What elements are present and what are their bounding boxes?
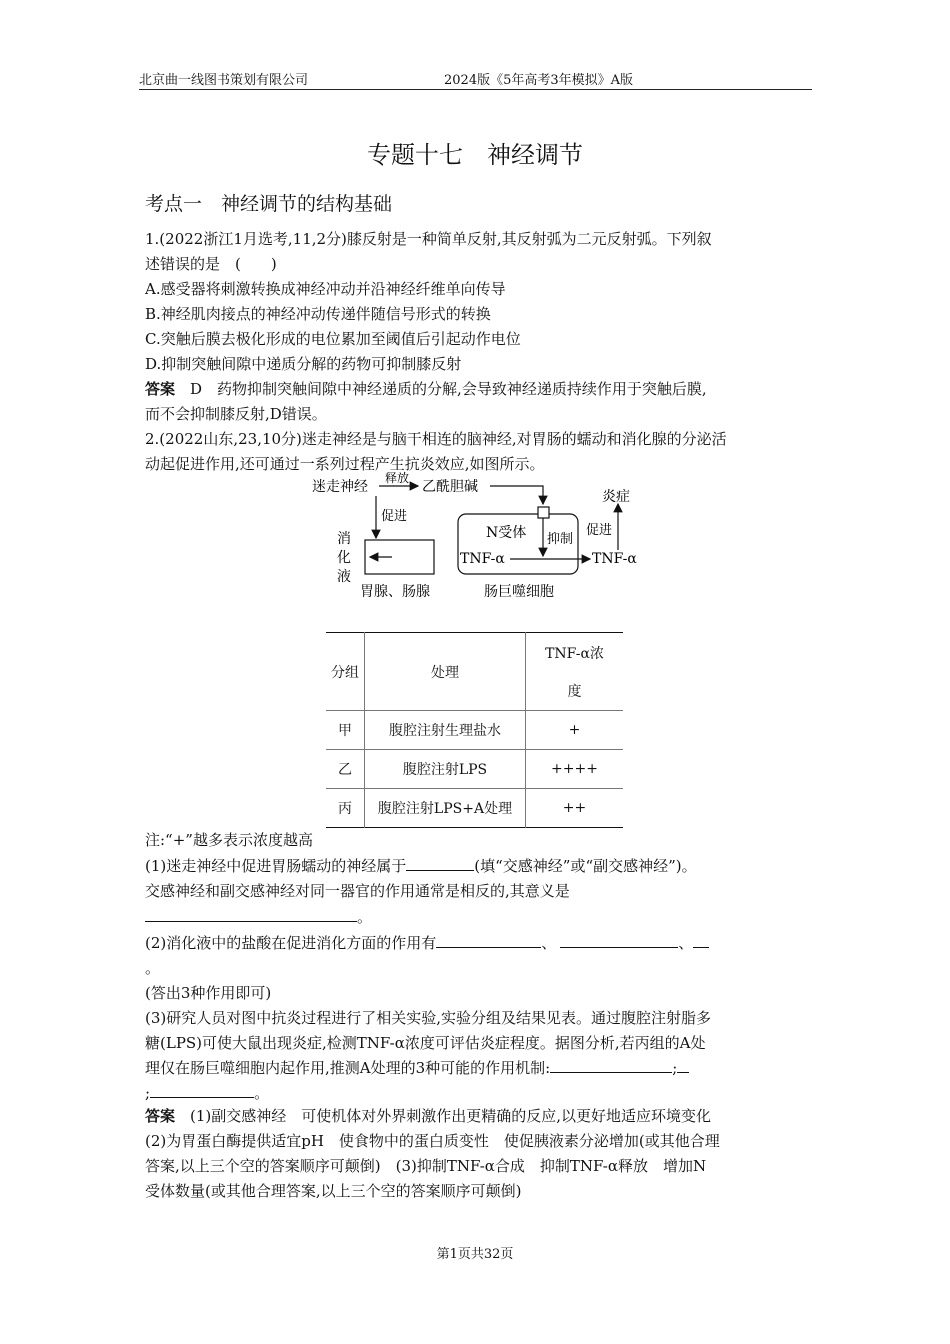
cell-level: + [526,711,624,750]
q1-answer-label: 答案 [145,380,176,398]
label-digestive-char-2: 化 [337,550,351,566]
period: 。 [254,1084,270,1102]
header-treatment: 处理 [365,633,526,711]
q2-answer-label: 答案 [145,1107,176,1125]
q1-stem-line2: 述错误的是 ( ) [145,255,277,273]
q2-stem-line1: 2.(2022山东,23,10分)迷走神经是与脑干相连的脑神经,对胃肠的蠕动和消化腺的分泌活 [145,430,727,448]
receptor-square [538,507,549,518]
label-promote-2: 促进 [586,523,613,538]
q2-answer-line2: (2)为胃蛋白酶提供适宜pH 使食物中的蛋白质变性 使促胰液素分泌增加(或其他合理 [145,1132,720,1150]
q2-sub2-note: (答出3种作用即可) [145,984,272,1002]
label-tnf-inside: TNF-α [460,551,505,567]
q2-sub1-line1 [145,856,697,876]
answer-blank[interactable] [436,933,541,948]
label-vagus-nerve: 迷走神经 [312,479,368,495]
q2-sub3-line1: (3)研究人员对图中抗炎过程进行了相关实验,实验分组及结果见表。通过腹腔注射脂多 [145,1009,712,1027]
separator: 、 [541,934,557,952]
label-promote-1: 促进 [381,509,408,524]
cell-group: 丙 [326,789,365,828]
q1-option-c: C.突触后膜去极化形成的电位累加至阈值后引起动作电位 [145,330,521,348]
label-inflammation: 炎症 [602,489,630,505]
label-n-receptor: N受体 [486,525,527,541]
answer-blank[interactable] [560,933,678,948]
label-digestive-char-1: 消 [337,531,351,547]
table-header-row [326,633,623,711]
q2-answer-line3: 答案,以上三个空的答案顺序可颠倒) (3)抑制TNF-α合成 抑制TNF-α释放 增加N [145,1157,707,1175]
label-digestive-char-3: 液 [337,569,351,585]
table-row [326,789,623,828]
semicolon: ; [145,1084,151,1102]
answer-blank[interactable] [150,1083,254,1098]
label-macrophage: 肠巨噬细胞 [484,584,554,600]
header-publisher: 北京曲一线图书策划有限公司 [139,73,309,88]
q2-answer-text1: (1)副交感神经 可使机体对外界刺激作出更精确的反应,以更好地适应环境变化 [190,1107,712,1125]
cell-group: 乙 [326,750,365,789]
header-tnf-level-line2: 度 [567,683,582,700]
q1-answer-line1 [145,379,707,399]
q1-option-d: D.抑制突触间隙中递质分解的药物可抑制膝反射 [145,355,462,373]
q2-sub1-line3 [145,907,372,927]
table-row [326,711,623,750]
page-footer: 第1页共32页 [436,1247,514,1262]
q2-sub3-line3 [145,1058,689,1078]
q2-sub2-line2: 。 [145,959,161,977]
label-release: 释放 [385,471,410,485]
q2-sub1-line2: 交感神经和副交感神经对同一器官的作用通常是相反的,其意义是 [145,882,570,900]
cell-level: ++++ [526,750,624,789]
answer-blank[interactable] [145,907,357,922]
q1-option-a: A.感受器将刺激转换成神经冲动并沿神经纤维单向传导 [145,280,506,298]
q1-stem-line1: 1.(2022浙江1月选考,11,2分)膝反射是一种简单反射,其反射弧为二元反射弧。下列叙 [145,230,712,248]
q2-sub2-line1 [145,933,709,953]
semicolon: ; [672,1059,678,1077]
arrow-ach-to-receptor [490,486,543,504]
cell-level: ++ [526,789,624,828]
header-tnf-level [526,633,624,711]
q2-sub3-line2: 糖(LPS)可使大鼠出现炎症,检测TNF-α浓度可评估炎症程度。据图分析,若丙组的A处 [145,1034,706,1052]
header-group: 分组 [326,633,365,711]
q2-answer-line4: 受体数量(或其他合理答案,以上三个空的答案顺序可颠倒) [145,1182,522,1200]
answer-blank[interactable] [693,933,709,948]
q2-answer-line1 [145,1106,711,1126]
q2-sub2-text: (2)消化液中的盐酸在促进消化方面的作用有 [145,934,437,952]
q2-sub3-line4 [145,1083,269,1103]
q2-sub1-text-a: (1)迷走神经中促进胃肠蠕动的神经属于 [145,857,407,875]
answer-blank[interactable] [550,1058,672,1073]
page-header [139,67,812,90]
table-row [326,750,623,789]
header-tnf-level-line1: TNF-α浓 [545,645,604,662]
period: 。 [357,908,373,926]
q1-answer-text: D 药物抑制突触间隙中神经递质的分解,会导致神经递质持续作用于突触后膜, [190,380,707,398]
label-acetylcholine: 乙酰胆碱 [422,479,478,495]
header-book-title: 2024版《5年高考3年模拟》A版 [444,73,634,88]
page-title: 专题十七 神经调节 [367,141,583,169]
separator: 、 [678,934,694,952]
q1-answer-line2: 而不会抑制膝反射,D错误。 [145,405,327,423]
cell-treatment: 腹腔注射生理盐水 [365,711,526,750]
q2-stem-line2: 动起促进作用,还可通过一系列过程产生抗炎效应,如图所示。 [145,455,545,473]
cell-treatment: 腹腔注射LPS+A处理 [365,789,526,828]
q2-sub3-text: 理仅在肠巨噬细胞内起作用,推测A处理的3种可能的作用机制: [145,1059,551,1077]
q1-option-b: B.神经肌肉接点的神经冲动传递伴随信号形式的转换 [145,305,491,323]
label-gland: 胃腺、肠腺 [360,584,430,600]
cell-group: 甲 [326,711,365,750]
label-inhibit: 抑制 [547,532,574,547]
vagus-nerve-diagram [300,470,660,608]
section-heading: 考点一 神经调节的结构基础 [145,193,393,215]
answer-blank[interactable] [406,856,474,871]
q2-sub1-text-b: (填“交感神经”或“副交感神经”)。 [474,857,697,875]
cell-treatment: 腹腔注射LPS [365,750,526,789]
experiment-table [326,632,623,828]
label-tnf-outside: TNF-α [592,551,637,567]
answer-blank[interactable] [677,1058,689,1073]
table-note: 注:“+”越多表示浓度越高 [145,831,313,849]
